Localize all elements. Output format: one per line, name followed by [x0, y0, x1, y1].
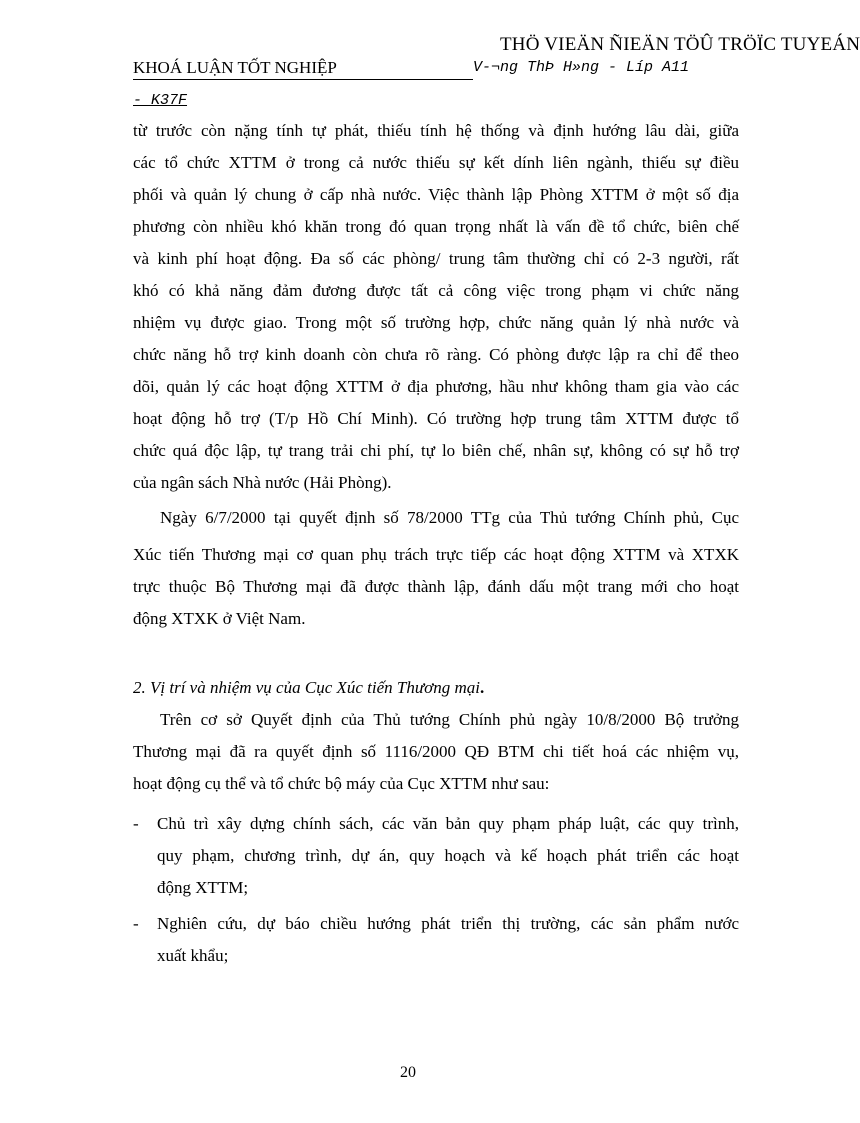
text-line: Chủ trì xây dựng chính sách, các văn bản quy phạm pháp luật, các quy trình,: [157, 814, 739, 833]
text-line: và kinh phí hoạt động. Đa số các phòng/ trung tâm thường chỉ có 2-3 người, rất: [133, 249, 739, 268]
section-heading-punct: .: [479, 678, 485, 697]
text-line: chức quá độc lập, tự trang trải chi phí, tự lo biên chế, nhân sự, không có sự hỗ trợ: [133, 441, 739, 460]
text-line: nhiệm vụ được giao. Trong một số trường hợp, chức năng quản lý nhà nước và: [133, 313, 739, 332]
header-thesis-title: KHOÁ LUẬN TỐT NGHIỆP: [133, 58, 337, 77]
header-underline: [133, 79, 473, 80]
text-line: phối và quản lý chung ở cấp nhà nước. Việc thành lập Phòng XTTM ở một số địa: [133, 185, 739, 204]
text-line: chức năng hỗ trợ kinh doanh còn chưa rõ ràng. Có phòng được lập ra chỉ để theo: [133, 345, 739, 364]
text-line: từ trước còn nặng tính tự phát, thiếu tính hệ thống và định hướng lâu dài, giữa: [133, 121, 739, 140]
bullet-marker: -: [133, 814, 139, 833]
text-line: Nghiên cứu, dự báo chiều hướng phát triển thị trường, các sản phẩm nước: [157, 914, 739, 933]
page-header: [133, 58, 733, 82]
bullet-marker: -: [133, 914, 139, 933]
text-line: các tổ chức XTTM ở trong cả nước thiếu sự kết dính liên ngành, thiếu sự điều: [133, 153, 739, 172]
text-line: hoạt động hỗ trợ (T/p Hồ Chí Minh). Có trường hợp trung tâm XTTM được tổ: [133, 409, 739, 428]
text-line: trực thuộc Bộ Thương mại đã được thành lập, đánh dấu một trang mới cho hoạt: [133, 577, 739, 596]
text-line: hoạt động cụ thể và tổ chức bộ máy của Cục XTTM như sau:: [133, 774, 550, 793]
header-class-continuation: - K37F: [133, 92, 188, 109]
header-author: V-¬ng ThÞ H»ng - Líp A11: [473, 59, 690, 76]
text-line: phương còn nhiều khó khăn trong đó quan trọng nhất là vấn đề tổ chức, biên chế: [133, 217, 739, 236]
page-number: 20: [400, 1064, 416, 1081]
text-line: quy phạm, chương trình, dự án, quy hoạch và kế hoạch phát triển các hoạt: [157, 846, 739, 865]
text-line: động XTXK ở Việt Nam.: [133, 609, 306, 628]
text-line: của ngân sách Nhà nước (Hải Phòng).: [133, 473, 392, 492]
text-line: động XTTM;: [157, 878, 249, 897]
text-line: Trên cơ sở Quyết định của Thủ tướng Chính phủ ngày 10/8/2000 Bộ trưởng: [160, 710, 739, 729]
text-line: Xúc tiến Thương mại cơ quan phụ trách trực tiếp các hoạt động XTTM và XTXK: [133, 545, 739, 564]
library-watermark: THÖ VIEÄN ÑIEÄN TÖÛ TRÖÏC TUYEÁN: [500, 34, 860, 55]
text-line: dõi, quản lý các hoạt động XTTM ở địa phương, hầu như không tham gia vào các: [133, 377, 739, 396]
section-heading: [133, 678, 484, 698]
text-line: khó có khả năng đảm đương được tất cả công việc trong phạm vi chức năng: [133, 281, 739, 300]
text-line: Thương mại đã ra quyết định số 1116/2000 QĐ BTM chi tiết hoá các nhiệm vụ,: [133, 742, 739, 761]
section-heading-text: 2. Vị trí và nhiệm vụ của Cục Xúc tiến Thương mại: [133, 678, 480, 697]
text-line: xuất khẩu;: [157, 946, 229, 965]
text-line: Ngày 6/7/2000 tại quyết định số 78/2000 TTg của Thủ tướng Chính phủ, Cục: [160, 508, 739, 527]
